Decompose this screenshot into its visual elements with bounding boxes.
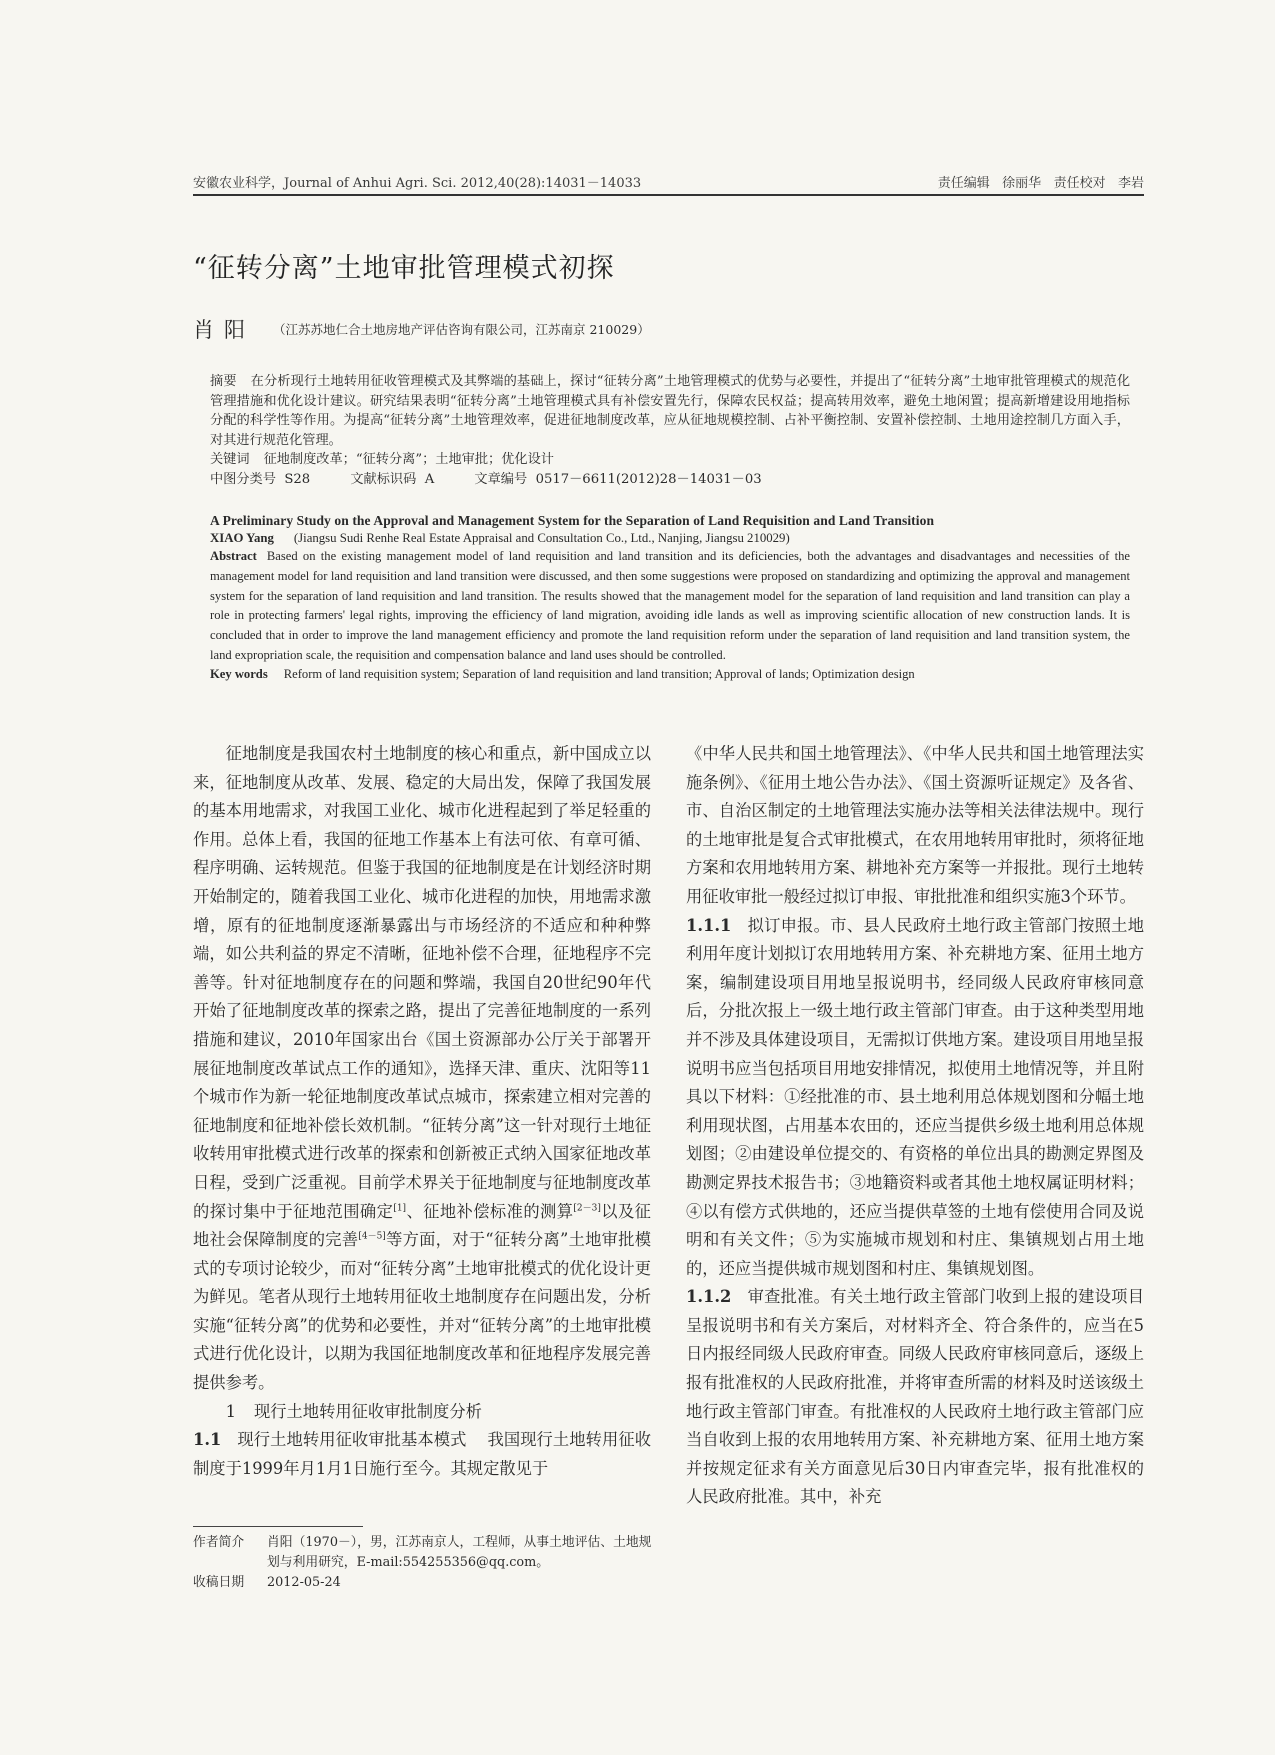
author-line <box>193 314 650 344</box>
keywords-cn: 征地制度改革；“征转分离”；土地审批；优化设计 <box>263 452 554 467</box>
citation-ref: [1] <box>393 1203 407 1214</box>
clc-label: 中图分类号 <box>210 471 276 487</box>
citation-ref: [4－5] <box>358 1231 386 1242</box>
text-run: 、征地补偿标准的测算 <box>406 1201 574 1221</box>
body-column-left <box>193 740 651 1483</box>
citation: 2012,40(28):14031－14033 <box>460 176 642 191</box>
body-paragraph <box>193 1426 651 1483</box>
english-author: XIAO Yang <box>210 531 274 545</box>
editor-name: 徐丽华 <box>1002 176 1042 191</box>
footnote-rule <box>193 1526 363 1527</box>
clc-value: S28 <box>284 471 311 487</box>
classification-line <box>210 470 1130 490</box>
received-label: 收稿日期 <box>193 1575 245 1590</box>
english-keywords <box>210 667 1130 682</box>
english-keywords-label: Key words <box>210 666 268 681</box>
english-affiliation: (Jiangsu Sudi Renhe Real Estate Appraisal and Consultation Co., Ltd., Nanjing, Jiangsu 210029) <box>293 531 790 545</box>
bio-label: 作者简介 <box>193 1535 245 1550</box>
subsection-title: 现行土地转用征收审批基本模式 <box>237 1430 467 1450</box>
subsection-number: 1.1.1 <box>686 915 732 935</box>
abstract-label: 摘要 <box>210 374 237 389</box>
running-header <box>193 168 1144 192</box>
body-paragraph <box>193 740 651 1398</box>
english-abstract <box>210 547 1130 666</box>
doc-code-value: A <box>424 471 435 487</box>
english-abstract-block <box>210 513 1130 682</box>
body-column-right <box>686 740 1144 1512</box>
english-keywords-text: Reform of land requisition system; Separation of land requisition and land transition; Approval of lands; Optimization design <box>283 666 915 681</box>
english-title: A Preliminary Study on the Approval and Management System for the Separation of Land Requisition and Land Transition <box>210 513 935 528</box>
footnote <box>193 1533 663 1593</box>
text-run: 以及征地社会保障制度的完善 <box>193 1201 651 1250</box>
english-author-line <box>210 531 1130 546</box>
section-heading-1 <box>193 1398 651 1427</box>
keywords-label: 关键词 <box>210 452 250 467</box>
journal-citation: 安徽农业科学，Journal of Anhui Agri. Sci. 2012,40(28):14031－14033 <box>193 176 642 191</box>
section-number: 1 <box>225 1401 236 1421</box>
text-run: 等方面，对于“征转分离”土地审批模式的专项讨论较少，而对“征转分离”土地审批模式的优化设计更为鲜见。笔者从现行土地转用征收土地制度存在问题出发，分析实施“征转分离”的优势和必要性，并对“征转分离”的土地审批模式进行优化设计，以期为我国征地制度改革和征地程序发展完善提供参考。 <box>193 1230 651 1393</box>
english-abstract-text: Based on the existing management model of land requisition and land transition and its deficiencies, both the advantages and disadvantages and necessities of the management model for land requisition and land transition were discussed, and then some suggestions were proposed on standardizing and optimizing the approval and management system for the separation of land requisition and land transition. The results showed that the management model for the separation of land requisition and land transition can play a role in protecting farmers' legal rights, improving the efficiency of land migration, avoiding idle lands as well as improving scientific allocation of new construction lands. It is concluded that in order to improve the land management efficiency and promote the land requisition reform under the separation of land requisition and land transition system, the land expropriation scale, the requisition and compensation balance and land uses should be controlled. <box>210 549 1130 662</box>
article-no-value: 0517－6611(2012)28－14031－03 <box>535 471 762 487</box>
header-rule <box>193 194 1144 196</box>
section-title: 现行土地转用征收审批制度分析 <box>253 1401 482 1421</box>
author-name: 肖阳 <box>193 318 255 342</box>
received-date <box>193 1573 663 1593</box>
article-title: “征转分离”土地审批管理模式初探 <box>193 253 615 284</box>
text-run: 审查批准。有关土地行政主管部门收到上报的建设项目呈报说明书和有关方案后，对材料齐全、符合条件的，应当在5日内报经同级人民政府审查。同级人民政府审核同意后，逐级上报有批准权的人民政府批准，并将审查所需的材料及时送该级土地行政主管部门审查。有批准权的人民政府土地行政主管部门应当自收到上报的农用地转用方案、补充耕地方案、征用土地方案并按规定征求有关方面意见后30日内审查完毕，报有批准权的人民政府批准。其中，补充 <box>686 1287 1144 1507</box>
article-no-label: 文章编号 <box>474 471 528 487</box>
bio-text: 肖阳（1970－），男，江苏南京人，工程师，从事土地评估、土地规划与利用研究，E-mail:554255356@qq.com。 <box>267 1535 652 1570</box>
text-run: 征地制度是我国农村土地制度的核心和重点，新中国成立以来，征地制度从改革、发展、稳定的大局出发，保障了我国发展的基本用地需求，对我国工业化、城市化进程起到了举足轻重的作用。总体上看，我国的征地工作基本上有法可依、有章可循、程序明确、运转规范。但鉴于我国的征地制度是在计划经济时期开始制定的，随着我国工业化、城市化进程的加快，用地需求激增，原有的征地制度逐渐暴露出与市场经济的不适应和种种弊端，如公共利益的界定不清晰，征地补偿不合理，征地程序不完善等。针对征地制度存在的问题和弊端，我国自20世纪90年代开始了征地制度改革的探索之路，提出了完善征地制度的一系列措施和建议，2010年国家出台《国土资源部办公厅关于部署开展征地制度改革试点工作的通知》，选择天津、重庆、沈阳等11个城市作为新一轮征地制度改革试点城市，探索建立相对完善的征地制度和征地补偿长效机制。“征转分离”这一针对现行土地征收转用审批模式进行改革的探索和创新被正式纳入国家征地改革日程，受到广泛重视。目前学术界关于征地制度与征地制度改革的探讨集中于征地范围确定 <box>193 744 651 1221</box>
abstract-text: 在分析现行土地转用征收管理模式及其弊端的基础上，探讨“征转分离”土地管理模式的优势与必要性，并提出了“征转分离”土地审批管理模式的规范化管理措施和优化设计建议。研究结果表明“征转分离”土地管理模式具有补偿安置先行，保障农民权益；提高转用效率，避免土地闲置；提高新增建设用地指标分配的科学性等作用。为提高“征转分离”土地管理效率，促进征地制度改革，应从征地规模控制、占补平衡控制、安置补偿控制、土地用途控制几方面入手，对其进行规范化管理。 <box>210 374 1131 448</box>
body-paragraph <box>686 1283 1144 1512</box>
author-bio <box>193 1533 663 1573</box>
subsection-number: 1.1 <box>193 1430 222 1450</box>
proofreader-label: 责任校对 <box>1053 176 1106 191</box>
proofreader-name: 李岩 <box>1117 176 1144 191</box>
author-affiliation: （江苏苏地仁合土地房地产评估咨询有限公司，江苏南京 210029） <box>273 322 650 337</box>
text-run: 拟订申报。市、县人民政府土地行政主管部门按照土地利用年度计划拟订农用地转用方案、补充耕地方案、征用土地方案，编制建设项目用地呈报说明书，经同级人民政府审核同意后，分批次报上一级土地行政主管部门审查。由于这种类型用地并不涉及具体建设项目，无需拟订供地方案。建设项目用地呈报说明书应当包括项目用地安排情况，拟使用土地情况等，并且附具以下材料：①经批准的市、县土地利用总体规划图和分幅土地利用现状图，占用基本农田的，还应当提供乡级土地利用总体规划图；②由建设单位提交的、有资格的单位出具的勘测定界图及勘测定界技术报告书；③地籍资料或者其他土地权属证明材料；④以有偿方式供地的，还应当提供草签的土地有偿使用合同及说明和有关文件；⑤为实施城市规划和村庄、集镇规划占用土地的，还应当提供城市规划图和村庄、集镇规划图。 <box>686 915 1144 1278</box>
body-paragraph <box>686 912 1144 1284</box>
text-run: 我国现行土地转用征收制度于1999年月1月1日施行至今。其规定散见于 <box>193 1430 651 1478</box>
received-value: 2012-05-24 <box>267 1575 341 1590</box>
subsection-number: 1.1.2 <box>686 1287 732 1307</box>
journal-name-en: Journal of Anhui Agri. Sci. <box>284 176 457 191</box>
doc-code-label: 文献标识码 <box>350 471 417 487</box>
body-paragraph: 《中华人民共和国土地管理法》、《中华人民共和国土地管理法实施条例》、《征用土地公告办法》、《国土资源听证规定》及各省、市、自治区制定的土地管理法实施办法等相关法律法规中。现行的土地审批是复合式审批模式，在农用地转用审批时，须将征地方案和农用地转用方案、耕地补充方案等一并报批。现行土地转用征收审批一般经过拟订申报、审批批准和组织实施3个环节。 <box>686 744 1144 906</box>
journal-name-cn: 安徽农业科学 <box>193 176 272 191</box>
editor-credits <box>938 172 1144 191</box>
abstract-cn <box>210 372 1130 489</box>
editor-label: 责任编辑 <box>937 176 990 191</box>
citation-ref: [2－3] <box>573 1203 601 1214</box>
english-abstract-label: Abstract <box>210 549 257 563</box>
